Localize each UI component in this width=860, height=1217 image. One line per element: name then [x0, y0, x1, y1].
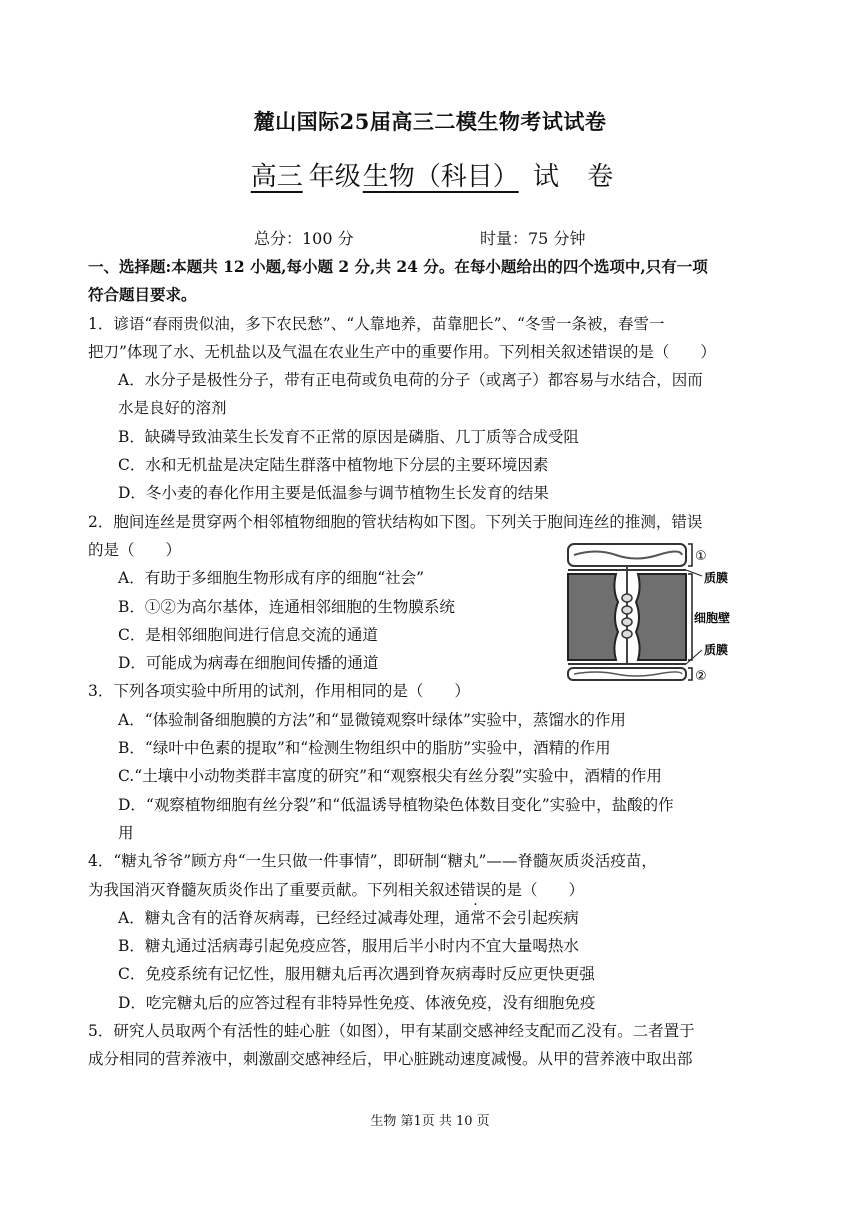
grade-suffix: 年级 — [308, 162, 361, 192]
bead-3 — [622, 618, 632, 626]
question-5-stem: 5．研究人员取两个有活性的蛙心脏（如图），甲有某副交感神经支配而乙没有。二者置于 — [88, 1022, 695, 1041]
total-score: 总分：100 分 — [254, 229, 354, 248]
bracket-wall — [688, 574, 692, 660]
leader-membrane-bottom — [686, 650, 702, 664]
question-4-option-c: C．免疫系统有记忆性，服用糖丸后再次遇到脊灰病毒时反应更快更强 — [118, 965, 595, 984]
question-2-option-b: B．①②为高尔基体，连通相邻细胞的生物膜系统 — [118, 597, 455, 616]
top-tube — [568, 544, 686, 566]
question-4-emphasis: 错误 — [460, 880, 492, 899]
question-2-stem-cont: 的是（ ） — [88, 540, 182, 559]
section-heading: 一、选择题:本题共 12 小题,每小题 2 分,共 24 分。在每小题给出的四个选项中,只有一项 — [88, 257, 708, 276]
question-4-option-b: B．糖丸通过活病毒引起免疫应答，服用后半小时内不宜大量喝热水 — [118, 937, 579, 956]
bracket-2 — [688, 668, 692, 680]
question-4-stem-cont — [88, 876, 778, 904]
bracket-1 — [688, 544, 692, 566]
question-1-stem: 1．谚语“春雨贵似油，多下农民愁”、“人靠地养，苗靠肥长”、“冬雪一条被，春雪一 — [88, 314, 665, 333]
question-3-option-c: C.“土壤中小动物类群丰富度的研究”和“观察根尖有丝分裂”实验中，酒精的作用 — [118, 767, 662, 786]
leader-membrane-top — [686, 570, 702, 576]
question-3-option-d-cont: 用 — [118, 823, 134, 842]
label-1: ① — [695, 549, 707, 564]
bead-1 — [622, 594, 632, 602]
question-5-stem-cont: 成分相同的营养液中，刺激副交感神经后，甲心脏跳动速度减慢。从甲的营养液中取出部 — [88, 1050, 693, 1069]
question-4-option-d: D．吃完糖丸后的应答过程有非特异性免疫、体液免疫，没有细胞免疫 — [118, 993, 596, 1012]
label-membrane-bottom: 质膜 — [704, 643, 729, 657]
question-1-stem-cont: 把刀”体现了水、无机盐以及气温在农业生产中的重要作用。下列相关叙述错误的是（ ） — [88, 342, 716, 361]
question-3-option-b: B．“绿叶中色素的提取”和“检测生物组织中的脂肪”实验中，酒精的作用 — [118, 739, 611, 758]
question-2-stem: 2．胞间连丝是贯穿两个相邻植物细胞的管状结构如下图。下列关于胞间连丝的推测，错误 — [88, 512, 703, 531]
page-footer: 生物 第1页 共 10 页 — [370, 1114, 490, 1129]
subject-field: 生物（科目） — [362, 162, 519, 192]
grade-field: 高三 — [250, 162, 303, 192]
plasmodesma-diagram — [566, 540, 746, 682]
cell-wall-right — [636, 574, 686, 660]
question-1-option-a-cont: 水是良好的溶剂 — [118, 399, 227, 418]
plasmodesma-figure — [566, 540, 746, 682]
bead-4 — [622, 630, 632, 638]
label-2: ② — [695, 669, 707, 682]
paper-label: 试 卷 — [533, 162, 624, 192]
cell-wall-left — [568, 574, 618, 660]
time-limit: 时量：75 分钟 — [480, 229, 586, 248]
section-heading-cont: 符合题目要求。 — [88, 285, 197, 305]
exam-subtitle — [0, 156, 860, 193]
question-3-option-d: D．“观察植物细胞有丝分裂”和“低温诱导植物染色体数目变化”实验中，盐酸的作 — [118, 795, 674, 814]
question-4-option-a: A．糖丸含有的活脊灰病毒，已经经过减毒处理，通常不会引起疾病 — [118, 908, 579, 927]
label-cell-wall: 细胞壁 — [694, 611, 731, 625]
bottom-tube — [568, 668, 686, 680]
question-1-option-d: D．冬小麦的春化作用主要是低温参与调节植物生长发育的结果 — [118, 484, 549, 503]
question-2-option-c: C．是相邻细胞间进行信息交流的通道 — [118, 625, 378, 644]
question-1-option-b: B．缺磷导致油菜生长发育不正常的原因是磷脂、几丁质等合成受阻 — [118, 427, 579, 446]
question-3-stem: 3．下列各项实验中所用的试剂，作用相同的是（ ） — [88, 682, 470, 701]
question-2-option-a: A．有助于多细胞生物形成有序的细胞“社会” — [118, 569, 425, 588]
question-1-option-c: C．水和无机盐是决定陆生群落中植物地下分层的主要环境因素 — [118, 456, 549, 475]
question-3-option-a: A．“体验制备细胞膜的方法”和“显微镜观察叶绿体”实验中，蒸馏水的作用 — [118, 710, 626, 729]
question-2-option-d: D．可能成为病毒在细胞间传播的通道 — [118, 654, 379, 673]
bead-2 — [622, 606, 632, 614]
question-4-stem-before: 为我国消灭脊髓灰质炎作出了重要贡献。下列相关叙述 — [88, 880, 461, 899]
label-membrane-top: 质膜 — [704, 571, 729, 585]
exam-title: 麓山国际25届高三二模生物考试试卷 — [253, 109, 607, 134]
question-4-stem-after: 的是（ ） — [491, 880, 585, 899]
question-1-option-a: A．水分子是极性分子，带有正电荷或负电荷的分子（或离子）都容易与水结合，因而 — [118, 371, 703, 390]
question-4-stem: 4．“糖丸爷爷”顾方舟“一生只做一件事情”，即研制“糖丸”——脊髓灰质炎活疫苗， — [88, 852, 657, 871]
